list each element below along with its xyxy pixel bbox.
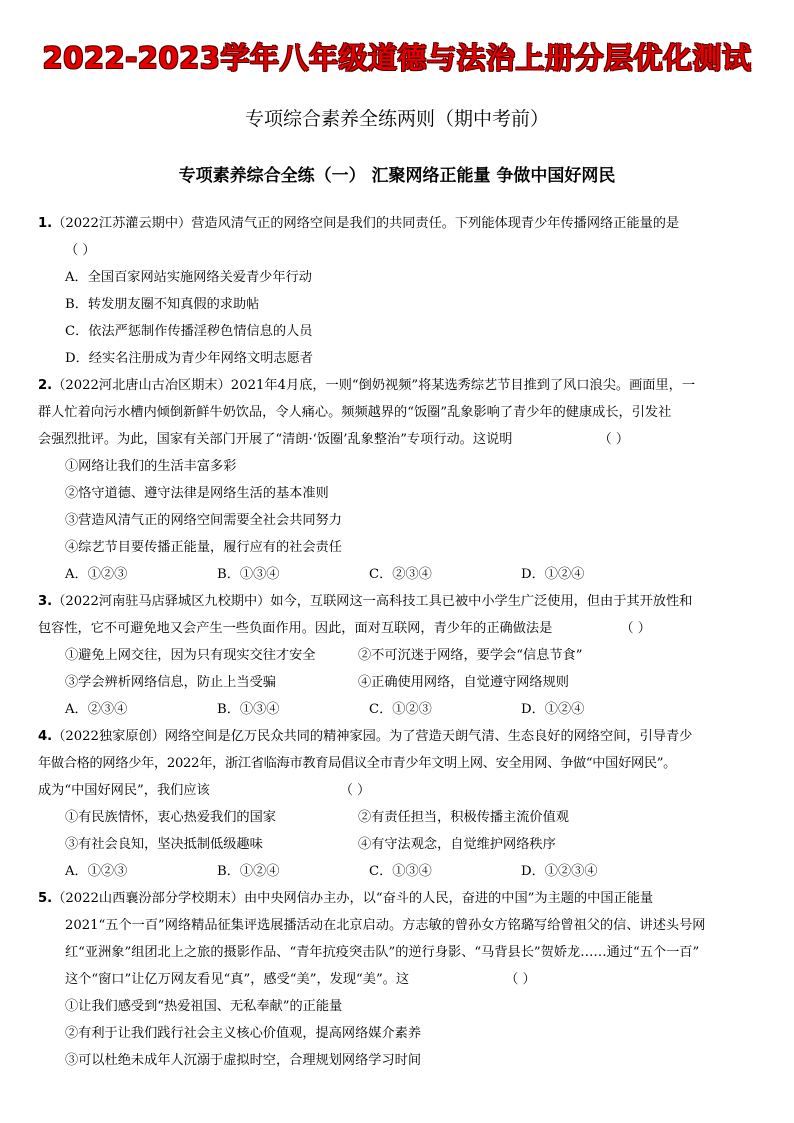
option-c: C．依法严惩制作传播淫秽色情信息的人员: [65, 324, 313, 339]
answer-bracket: （ ）: [65, 243, 96, 258]
page-title: 2022-2023学年八年级道德与法治上册分层优化测试: [42, 41, 752, 75]
option-b: B．①③④: [217, 567, 280, 582]
question-text-with-bracket: [38, 777, 758, 804]
statement-2: ②恪守道德、遵守法律是网络生活的基本准则: [65, 486, 329, 501]
page-subtitle: 专项综合素养全练两则（期中考前）: [244, 108, 549, 130]
question-1: [38, 210, 758, 372]
question-number: 1.: [38, 216, 53, 231]
option-c: C．①②③: [369, 702, 432, 717]
option-c: C．②③④: [369, 567, 432, 582]
question-text: （2022河南驻马店驿城区九校期中）如今，互联网这一高科技工具已被中小学生广泛使用，但由于其开放性和: [52, 594, 693, 609]
answer-bracket: （ ）: [339, 783, 371, 798]
option-d: D．①②③④: [521, 864, 598, 879]
statement-3: ③营造风清气正的网络空间需要全社会共同努力: [65, 513, 342, 528]
option-b: B．转发朋友圈不知真假的求助帖: [65, 297, 260, 312]
statement-4: ④有守法观念，自觉维护网络秩序: [358, 837, 556, 852]
question-number: 4.: [38, 729, 53, 744]
statement-2: ②有利于让我们践行社会主义核心价值观，提高网络媒介素养: [65, 1026, 422, 1041]
statement-2: ②有责任担当，积极传播主流价值观: [358, 810, 569, 825]
section-title: 专项素养综合全练（一） 汇聚网络正能量 争做中国好网民: [178, 166, 616, 186]
question-number: 2.: [38, 378, 53, 393]
statement-3: ③有社会良知，坚决抵制低级趣味: [65, 837, 263, 852]
answer-bracket: （ ）: [620, 621, 651, 636]
statements-row: [38, 669, 758, 696]
question-text-with-bracket: [38, 966, 758, 993]
answer-bracket: （ ）: [505, 972, 536, 987]
option-a: A．①②③: [65, 567, 128, 582]
statement-4: ④综艺节目要传播正能量，履行应有的社会责任: [65, 540, 342, 555]
question-text: 成为“中国好网民”，我们应该: [38, 783, 210, 798]
question-text: 会强烈批评。为此，国家有关部门开展了“清朗·‘饭圈’乱象整治”专项行动。这说明: [38, 432, 513, 447]
option-a: A．②③④: [65, 702, 128, 717]
question-text: （2022独家原创）网络空间是亿万民众共同的精神家园。为了营造天朗气清、生态良好的网络空间，引导青少: [52, 729, 693, 744]
statement-4: ④正确使用网络，自觉遵守网络规则: [358, 675, 569, 690]
statement-3: ③可以杜绝未成年人沉溺于虚拟时空，合理规划网络学习时间: [65, 1053, 422, 1068]
statement-3: ③学会辨析网络信息，防止上当受骗: [65, 675, 276, 690]
question-4: [38, 723, 758, 885]
question-number: 5.: [38, 891, 53, 906]
question-text: 2021“五个一百”网络精品征集评选展播活动在北京启动。方志敏的曾孙女方铭璐写给曾祖父的信、讲述头号网: [65, 918, 706, 933]
statement-1: ①避免上网交往，因为只有现实交往才安全: [65, 648, 316, 663]
question-text-with-bracket: [38, 426, 758, 453]
statement-1: ①让我们感受到“热爱祖国、无私奉献”的正能量: [65, 999, 343, 1014]
question-5: [38, 885, 758, 1074]
option-b: B．①②④: [217, 864, 280, 879]
question-text-with-bracket: [38, 615, 758, 642]
question-text: （2022山西襄汾部分学校期末）由中央网信办主办，以“奋斗的人民，奋进的中国”为主题的中国正能量: [52, 891, 654, 906]
statements-row: [38, 831, 758, 858]
question-text: 包容性，它不可避免地又会产生一些负面作用。因此，面对互联网，青少年的正确做法是: [38, 621, 553, 636]
question-number: 3.: [38, 594, 53, 609]
options-row: [38, 858, 758, 885]
option-d: D．①②④: [521, 567, 585, 582]
answer-bracket: （ ）: [598, 432, 630, 447]
option-a: A．全国百家网站实施网络关爱青少年行动: [65, 270, 312, 285]
statements-row: [38, 642, 758, 669]
question-text: 年做合格的网络少年，2022年，浙江省临海市教育局倡议全市青少年文明上网、安全用网、争做“中国好网民”。: [38, 756, 677, 771]
question-3: [38, 588, 758, 723]
question-text: （2022河北唐山古冶区期末）2021年4月底，一则“倒奶视频”将某选秀综艺节目推到了风口浪尖。画面里，一: [52, 378, 696, 393]
option-b: B．①③④: [217, 702, 280, 717]
statement-1: ①有民族情怀，衷心热爱我们的国家: [65, 810, 276, 825]
statement-1: ①网络让我们的生活丰富多彩: [65, 459, 237, 474]
question-text: （2022江苏灌云期中）营造风清气正的网络空间是我们的共同责任。下列能体现青少年传播网络正能量的是: [52, 216, 680, 231]
question-list: [38, 210, 758, 1074]
statement-2: ②不可沉迷于网络，要学会“信息节食”: [358, 648, 583, 663]
question-2: [38, 372, 758, 588]
question-text: 红“亚洲象”组团北上之旅的摄影作品、“青年抗疫突击队”的逆行身影、“马背县长”贺娇龙……通过“五个一百”: [65, 945, 700, 960]
option-c: C．①③④: [369, 864, 432, 879]
option-d: D．经实名注册成为青少年网络文明志愿者: [65, 351, 313, 366]
options-row: [38, 561, 758, 588]
option-d: D．①②④: [521, 702, 585, 717]
options-row: [38, 696, 758, 723]
statements-row: [38, 804, 758, 831]
option-a: A．①②③: [65, 864, 128, 879]
question-text: 群人忙着向污水槽内倾倒新鲜牛奶饮品，令人痛心。频频越界的“饭圈”乱象影响了青少年的健康成长，引发社: [38, 405, 672, 420]
question-text: 这个“窗口”让亿万网友看见“真”，感受“美”，发现“美”。这: [65, 972, 410, 987]
